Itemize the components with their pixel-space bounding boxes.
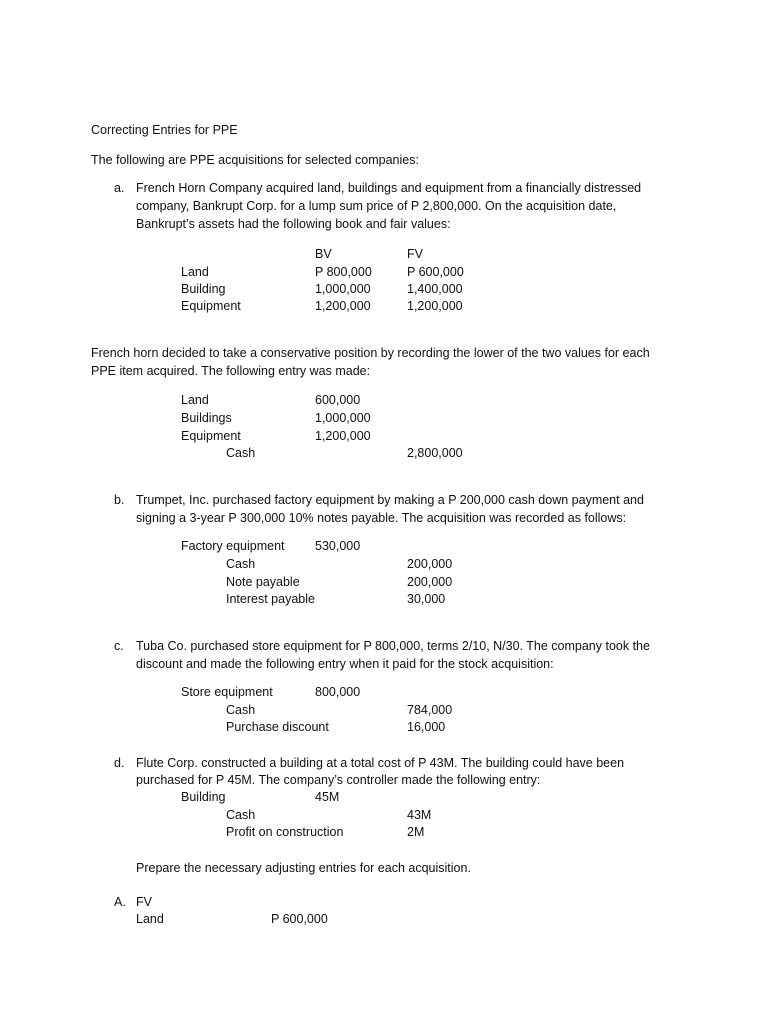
item-c-marker: c. — [114, 639, 124, 653]
entry-debit: 600,000 — [315, 393, 361, 407]
entry-credit: 43M — [407, 808, 432, 822]
table-row-bv: P 800,000 — [315, 265, 372, 279]
entry-debit: 800,000 — [315, 685, 361, 699]
item-a-after-2: PPE item acquired. The following entry was made: — [91, 364, 371, 378]
entry-account: Cash — [226, 703, 256, 717]
item-a-line-2: company, Bankrupt Corp. for a lump sum price of P 2,800,000. On the acquisition date, — [136, 199, 617, 213]
table-row-bv: 1,000,000 — [315, 282, 371, 296]
header-fv: FV — [407, 247, 423, 261]
instruction-text: Prepare the necessary adjusting entries for each acquisition. — [136, 861, 471, 875]
entry-account: Cash — [226, 446, 256, 460]
entry-credit: 2,800,000 — [407, 446, 463, 460]
item-d-line-1: Flute Corp. constructed a building at a total cost of P 43M. The building could have been — [136, 756, 625, 770]
entry-credit: 784,000 — [407, 703, 453, 717]
entry-account: Cash — [226, 557, 256, 571]
table-row-bv: 1,200,000 — [315, 299, 371, 313]
entry-debit: 530,000 — [315, 539, 361, 553]
item-d-line-2: purchased for P 45M. The company’s controller made the following entry: — [136, 773, 541, 787]
table-row-label: Equipment — [181, 299, 241, 313]
item-a-after-1: French horn decided to take a conservative position by recording the lower of the two values for each — [91, 346, 650, 360]
table-row-label: Land — [181, 265, 209, 279]
item-a-marker: a. — [114, 181, 125, 195]
answer-a-heading: FV — [136, 895, 152, 909]
entry-credit: 16,000 — [407, 720, 446, 734]
item-c-line-1: Tuba Co. purchased store equipment for P 800,000, terms 2/10, N/30. The company took the — [136, 639, 650, 653]
table-row-fv: P 600,000 — [407, 265, 464, 279]
item-b-marker: b. — [114, 493, 125, 507]
entry-debit: 45M — [315, 790, 340, 804]
item-c-line-2: discount and made the following entry when it paid for the stock acquisition: — [136, 657, 554, 671]
entry-account: Equipment — [181, 429, 241, 443]
entry-account: Building — [181, 790, 226, 804]
table-row-fv: 1,400,000 — [407, 282, 463, 296]
entry-credit: 200,000 — [407, 575, 453, 589]
entry-account: Profit on construction — [226, 825, 344, 839]
entry-account: Cash — [226, 808, 256, 822]
entry-account: Purchase discount — [226, 720, 329, 734]
answer-row-label: Land — [136, 912, 164, 926]
answer-a-marker: A. — [114, 895, 126, 909]
entry-credit: 2M — [407, 825, 425, 839]
entry-account: Factory equipment — [181, 539, 285, 553]
intro-text: The following are PPE acquisitions for selected companies: — [91, 153, 419, 167]
entry-debit: 1,000,000 — [315, 411, 371, 425]
entry-credit: 30,000 — [407, 592, 446, 606]
item-b-line-2: signing a 3-year P 300,000 10% notes payable. The acquisition was recorded as follows: — [136, 511, 627, 525]
answer-row-value: P 600,000 — [271, 912, 328, 926]
page-title: Correcting Entries for PPE — [91, 123, 238, 137]
item-d-marker: d. — [114, 756, 125, 770]
entry-account: Store equipment — [181, 685, 273, 699]
entry-account: Land — [181, 393, 209, 407]
table-row-fv: 1,200,000 — [407, 299, 463, 313]
entry-account: Note payable — [226, 575, 300, 589]
table-row-label: Building — [181, 282, 226, 296]
entry-account: Interest payable — [226, 592, 315, 606]
item-b-line-1: Trumpet, Inc. purchased factory equipment by making a P 200,000 cash down payment and — [136, 493, 644, 507]
entry-credit: 200,000 — [407, 557, 453, 571]
entry-account: Buildings — [181, 411, 232, 425]
entry-debit: 1,200,000 — [315, 429, 371, 443]
item-a-line-3: Bankrupt’s assets had the following book and fair values: — [136, 217, 451, 231]
header-bv: BV — [315, 247, 332, 261]
item-a-line-1: French Horn Company acquired land, buildings and equipment from a financially distressed — [136, 181, 642, 195]
